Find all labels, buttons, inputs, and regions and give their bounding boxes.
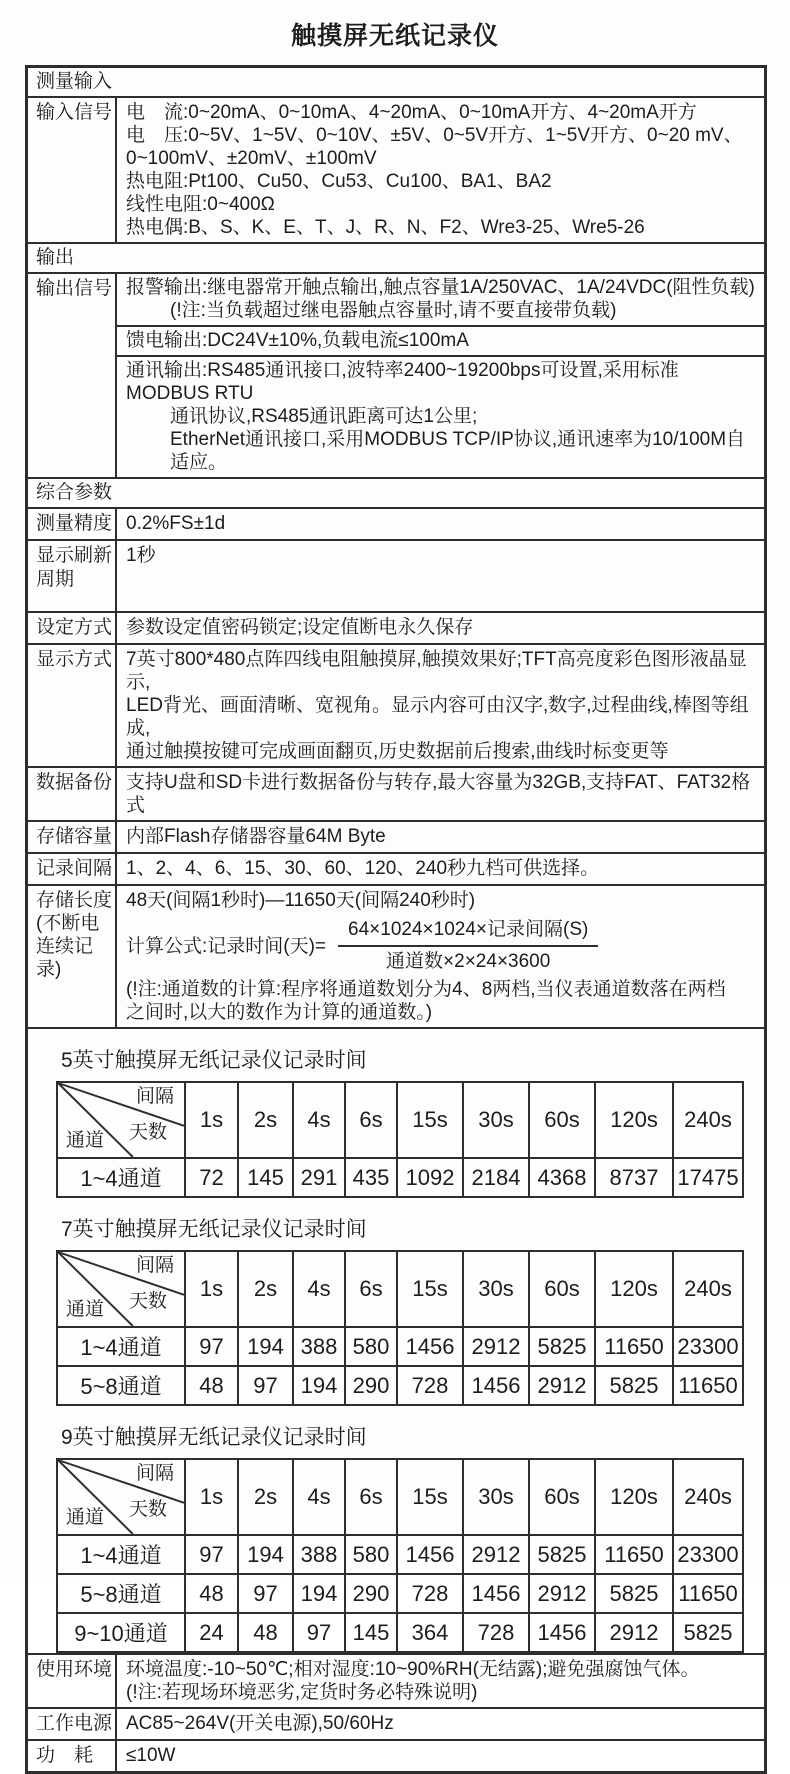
spec-row-capacity: [28, 820, 764, 852]
record-value-cell: 194: [238, 1535, 293, 1574]
corner-channel-label: 通道: [66, 1507, 105, 1528]
interval-header-cell: 30s: [463, 1082, 529, 1158]
record-value-cell: 2912: [463, 1535, 529, 1574]
spec-value: [117, 613, 764, 643]
spec-text-line: 支持U盘和SD卡进行数据备份与转存,最大容量为32GB,支持FAT、FAT32格式: [126, 772, 751, 816]
record-value-cell: 2912: [529, 1366, 595, 1405]
corner-channel-label: 通道: [66, 1130, 105, 1151]
corner-interval-label: 间隔: [135, 1255, 174, 1276]
record-value-cell: 1092: [397, 1158, 463, 1197]
record-value-cell: 11650: [673, 1366, 743, 1405]
spec-table: [25, 65, 767, 1774]
formula-prefix: 计算公式:记录时间(天)=: [126, 935, 327, 957]
spec-row-refresh: [28, 539, 764, 611]
channel-label-cell: 1~4通道: [57, 1535, 185, 1574]
spec-text-line: 7英寸800*480点阵四线电阻触摸屏,触摸效果好;TFT高亮度彩色图形液晶显示,: [126, 649, 747, 693]
corner-days-label: 天数: [129, 1291, 168, 1312]
spec-text-line: 0.2%FS±1d: [126, 513, 226, 534]
storage-note-line: (!注:通道数的计算:程序将通道数划分为4、8两档,当仪表通道数落在两档: [126, 979, 726, 1000]
record-value-cell: 728: [397, 1574, 463, 1613]
storage-formula: [126, 919, 760, 973]
record-value-cell: 8737: [595, 1158, 673, 1197]
spec-value: [117, 854, 764, 884]
record-table-9inch: [56, 1458, 744, 1653]
spec-value: [117, 98, 764, 242]
spec-text-line: 内部Flash存储器容量64M Byte: [126, 826, 386, 847]
interval-header-cell: 30s: [463, 1251, 529, 1327]
spec-row-storage-length: [28, 884, 764, 1027]
diagonal-corner-cell: [57, 1251, 185, 1327]
spec-label: [28, 886, 117, 1027]
spec-label: 显示刷新周期: [28, 541, 117, 611]
spec-text-line: 0~100mV、±20mV、±100mV: [126, 148, 377, 169]
spec-value: [117, 541, 764, 611]
record-value-cell: 194: [238, 1327, 293, 1366]
record-value-cell: 1456: [463, 1574, 529, 1613]
spec-value: [117, 1709, 764, 1739]
corner-channel-label: 通道: [66, 1299, 105, 1320]
interval-header-cell: 240s: [673, 1251, 743, 1327]
record-tables-container: [28, 1029, 764, 1653]
spec-text-line: EtherNet通讯接口,采用MODBUS TCP/IP协议,通讯速率为10/100M自适应。: [170, 429, 746, 473]
record-value-cell: 48: [185, 1574, 238, 1613]
interval-header-cell: 240s: [673, 1082, 743, 1158]
diagonal-corner-cell: [57, 1082, 185, 1158]
spec-label: 工作电源: [28, 1709, 117, 1739]
spec-row-consumption: [28, 1739, 764, 1771]
page-title: 触摸屏无纸记录仪: [290, 22, 499, 50]
record-value-cell: 17475: [673, 1158, 743, 1197]
record-data-row: [57, 1158, 743, 1197]
record-value-cell: 48: [238, 1613, 293, 1652]
spec-value: [117, 1741, 764, 1771]
spec-row-accuracy: [28, 507, 764, 539]
spec-text-line: 馈电输出:DC24V±10%,负载电流≤100mA: [126, 330, 469, 351]
interval-header-cell: 1s: [185, 1459, 238, 1535]
record-value-cell: 364: [397, 1613, 463, 1652]
interval-header-cell: 15s: [397, 1459, 463, 1535]
interval-header-cell: 6s: [345, 1459, 397, 1535]
storage-note-line: 之间时,以大的数作为计算的通道数。): [126, 1002, 433, 1023]
interval-header-cell: 6s: [345, 1251, 397, 1327]
spec-row-power: [28, 1707, 764, 1739]
interval-header-cell: 4s: [293, 1251, 345, 1327]
spec-text-line: 环境温度:-10~50℃;相对湿度:10~90%RH(无结露);避免强腐蚀气体。: [126, 1659, 700, 1680]
formula-numerator: 64×1024×1024×记录间隔(S): [338, 919, 598, 947]
spec-text-line: 通过触摸按键可完成画面翻页,历史数据前后搜索,曲线时标变更等: [126, 741, 669, 762]
record-value-cell: 97: [185, 1535, 238, 1574]
spec-row-output-signal: [28, 272, 764, 477]
interval-header-cell: 240s: [673, 1459, 743, 1535]
formula-denominator: 通道数×2×24×3600: [386, 951, 551, 972]
record-value-cell: 97: [185, 1327, 238, 1366]
record-data-row: [57, 1366, 743, 1405]
spec-label: 数据备份: [28, 768, 117, 820]
alarm-output-subrow: [117, 274, 764, 325]
record-header-row: [57, 1082, 743, 1158]
section-header-output: [28, 242, 764, 272]
record-value-cell: 97: [293, 1613, 345, 1652]
spec-value: [117, 768, 764, 820]
record-data-row: [57, 1613, 743, 1652]
corner-interval-label: 间隔: [135, 1086, 174, 1107]
spec-label: 记录间隔: [28, 854, 117, 884]
record-table-7inch: [56, 1250, 744, 1406]
record-value-cell: 1456: [463, 1366, 529, 1405]
record-value-cell: 194: [293, 1574, 345, 1613]
record-value-cell: 1456: [397, 1327, 463, 1366]
record-value-cell: 5825: [595, 1574, 673, 1613]
record-header-row: [57, 1251, 743, 1327]
interval-header-cell: 15s: [397, 1251, 463, 1327]
channel-label-cell: 1~4通道: [57, 1327, 185, 1366]
record-value-cell: 1456: [397, 1535, 463, 1574]
interval-header-cell: 4s: [293, 1082, 345, 1158]
record-value-cell: 5825: [529, 1535, 595, 1574]
interval-header-cell: 15s: [397, 1082, 463, 1158]
record-table-title-9inch: 9英寸触摸屏无纸记录仪记录时间: [61, 1426, 367, 1449]
interval-header-cell: 60s: [529, 1251, 595, 1327]
formula-fraction: [338, 919, 598, 973]
channel-label-cell: 9~10通道: [57, 1613, 185, 1652]
section-header-label: 测量输入: [36, 71, 113, 92]
record-value-cell: 48: [185, 1366, 238, 1405]
interval-header-cell: 1s: [185, 1251, 238, 1327]
channel-label-cell: 1~4通道: [57, 1158, 185, 1197]
section-header-general: [28, 477, 764, 507]
interval-header-cell: 2s: [238, 1459, 293, 1535]
spec-row-setting: [28, 611, 764, 643]
spec-text-line: 通讯协议,RS485通讯距离可达1公里;: [170, 406, 478, 427]
spec-text-line: (!注:若现场环境恶劣,定货时务必特殊说明): [126, 1682, 478, 1703]
spec-text-line: AC85~264V(开关电源),50/60Hz: [126, 1713, 394, 1734]
spec-text-line: 报警输出:继电器常开触点输出,触点容量1A/250VAC、1A/24VDC(阻性负载): [126, 277, 755, 298]
interval-header-cell: 60s: [529, 1082, 595, 1158]
record-value-cell: 2912: [463, 1327, 529, 1366]
record-value-cell: 5825: [673, 1613, 743, 1652]
corner-interval-label: 间隔: [135, 1463, 174, 1484]
record-value-cell: 24: [185, 1613, 238, 1652]
record-data-row: [57, 1327, 743, 1366]
record-value-cell: 291: [293, 1158, 345, 1197]
record-value-cell: 580: [345, 1535, 397, 1574]
spec-text-line: 1、2、4、6、15、30、60、120、240秒九档可供选择。: [126, 858, 600, 879]
interval-header-cell: 4s: [293, 1459, 345, 1535]
record-value-cell: 11650: [595, 1327, 673, 1366]
record-value-cell: 2912: [529, 1574, 595, 1613]
record-header-row: [57, 1459, 743, 1535]
spec-value: [117, 509, 764, 539]
record-value-cell: 290: [345, 1574, 397, 1613]
interval-header-cell: 120s: [595, 1251, 673, 1327]
record-data-row: [57, 1574, 743, 1613]
interval-header-cell: 2s: [238, 1251, 293, 1327]
record-value-cell: 23300: [673, 1327, 743, 1366]
section-header-label: 输出: [36, 247, 75, 268]
record-value-cell: 388: [293, 1327, 345, 1366]
record-table-title-7inch: 7英寸触摸屏无纸记录仪记录时间: [61, 1218, 367, 1241]
record-value-cell: 728: [397, 1366, 463, 1405]
spec-row-interval: [28, 852, 764, 884]
spec-row-backup: [28, 766, 764, 820]
spec-text-line: ≤10W: [126, 1745, 176, 1766]
spec-label: 测量精度: [28, 509, 117, 539]
spec-text-line: 参数设定值密码锁定;设定值断电永久保存: [126, 617, 474, 638]
spec-value: [117, 274, 764, 477]
record-value-cell: 1456: [529, 1613, 595, 1652]
storage-range-line: 48天(间隔1秒时)—11650天(间隔240秒时): [126, 890, 476, 911]
spec-text-line: 电 压:0~5V、1~5V、0~10V、±5V、0~5V开方、1~5V开方、0~20 mV、: [126, 125, 743, 146]
record-value-cell: 5825: [595, 1366, 673, 1405]
spec-row-input-signal: [28, 96, 764, 242]
record-value-cell: 97: [238, 1574, 293, 1613]
corner-days-label: 天数: [129, 1122, 168, 1143]
record-value-cell: 72: [185, 1158, 238, 1197]
spec-value: [117, 886, 764, 1027]
feed-output-subrow: [117, 325, 764, 355]
spec-text-line: LED背光、画面清晰、宽视角。显示内容可由汉字,数字,过程曲线,棒图等组成,: [126, 695, 749, 739]
spec-label: 存储容量: [28, 822, 117, 852]
spec-label: 功 耗: [28, 1741, 117, 1771]
spec-text-line: 热电阻:Pt100、Cu50、Cu53、Cu100、BA1、BA2: [126, 171, 552, 192]
channel-label-cell: 5~8通道: [57, 1574, 185, 1613]
interval-header-cell: 30s: [463, 1459, 529, 1535]
record-value-cell: 194: [293, 1366, 345, 1405]
record-table-5inch: [56, 1081, 744, 1198]
interval-header-cell: 2s: [238, 1082, 293, 1158]
spec-value: [117, 1655, 764, 1707]
spec-label-line: 存储长度: [36, 890, 113, 911]
record-value-cell: 23300: [673, 1535, 743, 1574]
spec-text-line: 通讯输出:RS485通讯接口,波特率2400~19200bps可设置,采用标准MODBUS RTU: [126, 360, 679, 404]
record-value-cell: 290: [345, 1366, 397, 1405]
spec-text-line: 热电偶:B、S、K、E、T、J、R、N、F2、Wre3-25、Wre5-26: [126, 217, 645, 238]
spec-text-line: (!注:当负载超过继电器触点容量时,请不要直接带负载): [170, 300, 617, 321]
interval-header-cell: 60s: [529, 1459, 595, 1535]
record-value-cell: 728: [463, 1613, 529, 1652]
record-table-title-5inch: 5英寸触摸屏无纸记录仪记录时间: [61, 1049, 367, 1072]
spec-label: 输入信号: [28, 98, 117, 242]
spec-label: 显示方式: [28, 645, 117, 766]
record-value-cell: 388: [293, 1535, 345, 1574]
spec-text-line: 1秒: [126, 545, 156, 566]
spec-text-line: 线性电阻:0~400Ω: [126, 194, 275, 215]
channel-label-cell: 5~8通道: [57, 1366, 185, 1405]
record-value-cell: 2912: [595, 1613, 673, 1652]
record-value-cell: 4368: [529, 1158, 595, 1197]
record-value-cell: 97: [238, 1366, 293, 1405]
record-data-row: [57, 1535, 743, 1574]
record-value-cell: 11650: [595, 1535, 673, 1574]
record-value-cell: 2184: [463, 1158, 529, 1197]
record-value-cell: 145: [238, 1158, 293, 1197]
interval-header-cell: 6s: [345, 1082, 397, 1158]
section-header-measure-input: [28, 68, 764, 96]
record-value-cell: 435: [345, 1158, 397, 1197]
spec-text-line: 电 流:0~20mA、0~10mA、4~20mA、0~10mA开方、4~20mA开方: [126, 102, 697, 123]
diagonal-corner-cell: [57, 1459, 185, 1535]
spec-label: 设定方式: [28, 613, 117, 643]
spec-label: 使用环境: [28, 1655, 117, 1707]
record-value-cell: 145: [345, 1613, 397, 1652]
section-header-label: 综合参数: [36, 482, 113, 503]
spec-label: 输出信号: [28, 274, 117, 477]
spec-label-line: 连续记录): [36, 936, 94, 980]
spec-label-line: (不断电: [36, 913, 100, 934]
comm-output-subrow: [117, 355, 764, 477]
spec-row-display: [28, 643, 764, 766]
corner-days-label: 天数: [129, 1499, 168, 1520]
spec-value: [117, 645, 764, 766]
interval-header-cell: 1s: [185, 1082, 238, 1158]
interval-header-cell: 120s: [595, 1082, 673, 1158]
record-tables-cell: [28, 1027, 764, 1653]
interval-header-cell: 120s: [595, 1459, 673, 1535]
spec-row-environment: [28, 1653, 764, 1707]
spec-value: [117, 822, 764, 852]
record-value-cell: 11650: [673, 1574, 743, 1613]
record-value-cell: 5825: [529, 1327, 595, 1366]
record-value-cell: 580: [345, 1327, 397, 1366]
